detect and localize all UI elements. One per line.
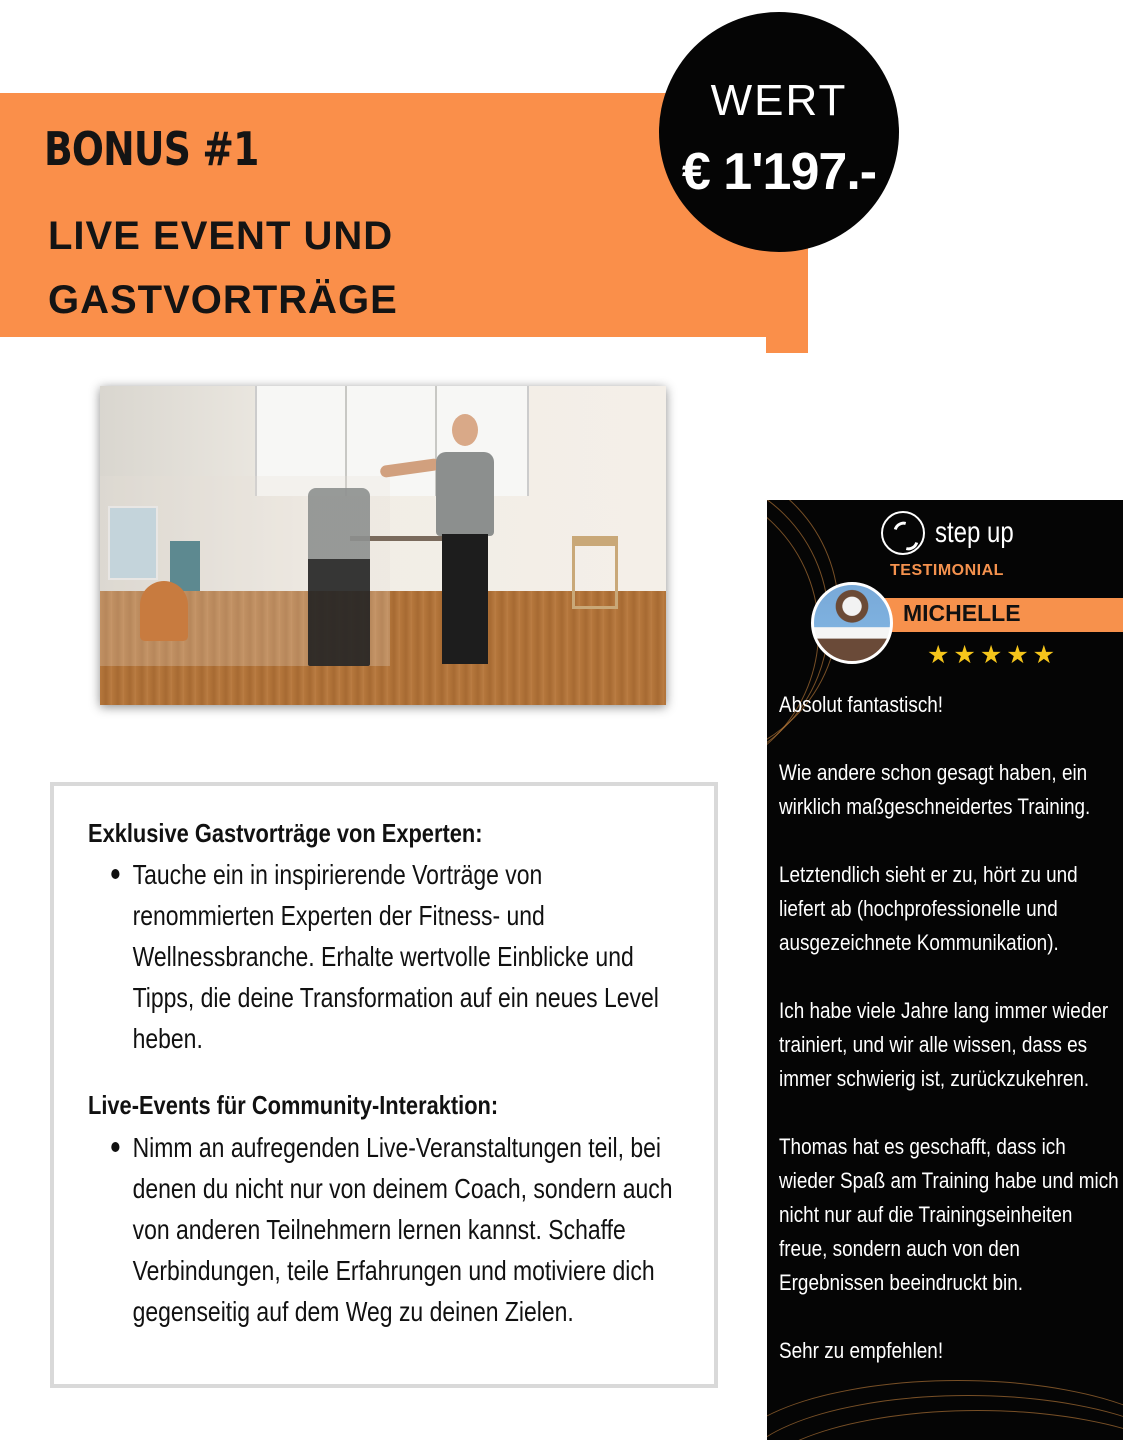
bullet-icon xyxy=(111,869,119,879)
brand xyxy=(881,510,1033,556)
bullet-icon xyxy=(111,1142,119,1152)
reviewer-name: MICHELLE xyxy=(903,600,1021,626)
list-item xyxy=(108,1127,674,1332)
testimonial-card xyxy=(767,500,1123,1440)
bonus-subtitle-line2: GASTVORTRÄGE xyxy=(48,278,398,322)
presenter-torso xyxy=(436,452,494,536)
testimonial-tag: TESTIMONIAL xyxy=(890,562,1004,579)
event-photo xyxy=(100,386,666,705)
review-paragraph: Sehr zu empfehlen! xyxy=(779,1338,944,1363)
list-item-text: Tauche ein in inspirierende Vorträge von renommierten Experten der Fitness- und Wellnessbranche. Erhalte wertvolle Einblicke und Tipps, die deine Transformation auf ein neues Level heben. xyxy=(132,859,659,1054)
price-badge xyxy=(659,12,899,252)
star-rating-icon: ★★★★★ xyxy=(927,641,1060,669)
photo-seated-participant xyxy=(140,581,188,641)
review-paragraph: Thomas hat es geschafft, dass ich wieder Spaß am Training habe und mich nicht nur auf die Trainingseinheiten freue, sondern auch von den Ergebnissen beeindruckt bin. xyxy=(779,1134,1119,1295)
bonus-title: BONUS #1 xyxy=(44,122,259,176)
bonus-subtitle-line1: LIVE EVENT UND xyxy=(48,214,394,258)
price-label: WERT xyxy=(710,76,848,125)
review-paragraph: Wie andere schon gesagt haben, ein wirklich maßgeschneidertes Training. xyxy=(779,760,1091,819)
photo-reflection xyxy=(308,488,370,666)
bonus-details-box xyxy=(50,782,718,1388)
section-heading-guest-talks: Exklusive Gastvorträge von Experten: xyxy=(88,818,483,848)
section-heading-live-events: Live-Events für Community-Interaktion: xyxy=(88,1090,499,1120)
photo-presenter xyxy=(430,414,500,676)
step-up-logo-icon xyxy=(881,511,925,555)
bonus-banner-tab xyxy=(766,330,808,353)
price-value: € 1'197.- xyxy=(681,143,877,201)
presenter-head xyxy=(452,414,478,446)
review-text xyxy=(779,688,1123,1402)
live-events-list xyxy=(108,1127,798,1332)
review-paragraph: Ich habe viele Jahre lang immer wieder trainiert, und wir alle wissen, dass es immer schwierig ist, zurückzukehren. xyxy=(779,998,1109,1091)
brand-name: step up xyxy=(935,516,1014,549)
guest-talks-list xyxy=(108,854,798,1059)
avatar xyxy=(811,582,893,664)
bonus-subtitle xyxy=(48,204,648,332)
review-paragraph: Absolut fantastisch! xyxy=(779,692,944,717)
photo-chair xyxy=(572,536,618,609)
presenter-legs xyxy=(442,534,488,664)
list-item-text: Nimm an aufregenden Live-Veranstaltungen teil, bei denen du nicht nur von deinem Coach, sondern auch von anderen Teilnehmern lernen kannst. Schaffe Verbindungen, teile Erfahrungen und motiviere dich gegenseitig auf dem Weg zu deinen Zielen. xyxy=(132,1132,673,1327)
review-paragraph: Letztendlich sieht er zu, hört zu und liefert ab (hochprofessionelle und ausgezeichnete Kommunikation). xyxy=(779,862,1078,955)
list-item xyxy=(108,854,674,1059)
